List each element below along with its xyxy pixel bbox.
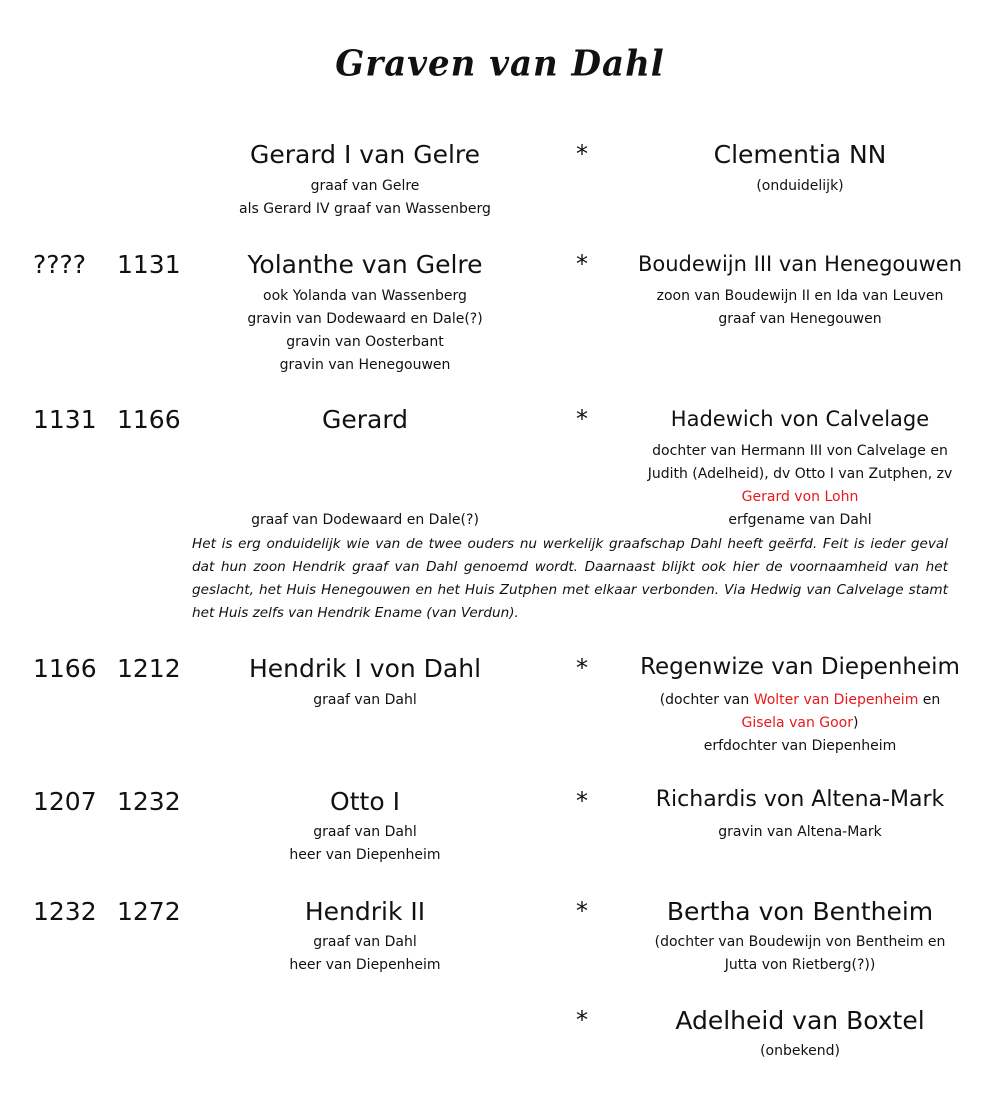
year-from: 1232	[33, 897, 97, 926]
person-detail: graaf van Gelre	[310, 178, 420, 194]
spouse-name-clementia: Clementia NN	[713, 140, 887, 169]
marriage-star: *	[576, 897, 588, 925]
spouse-name-richardis: Richardis von Altena-Mark	[655, 787, 945, 812]
person-detail: gravin van Oosterbant	[286, 334, 444, 350]
year-from: ????	[33, 250, 87, 279]
year-to: 1212	[117, 654, 181, 683]
spouse-detail-link[interactable]: Gerard von Lohn	[741, 489, 859, 505]
year-from: 1131	[33, 405, 97, 434]
person-detail: gravin van Dodewaard en Dale(?)	[247, 311, 483, 327]
year-to: 1232	[117, 787, 181, 816]
spouse-detail-link[interactable]: Wolter van Diepenheim	[753, 692, 919, 708]
person-detail: ook Yolanda van Wassenberg	[263, 288, 467, 304]
person-name-yolanthe: Yolanthe van Gelre	[247, 250, 483, 279]
spouse-detail-line	[605, 712, 995, 735]
marriage-star: *	[576, 1006, 588, 1034]
year-to: 1131	[117, 250, 181, 279]
year-to: 1272	[117, 897, 181, 926]
note-paragraph: Het is erg onduidelijk wie van de twee ouders nu werkelijk graafschap Dahl heeft geërfd. Feit is ieder geval dat hun zoon Hendrik graaf van Dahl genoemd wordt. Daarnaast blijkt ook hier de voornaamheid van het geslacht, het Huis Henegouwen en het Huis Zutphen met elkaar verbonden. Via Hedwig van Calvelage stamt het Huis zelfs van Hendrik Ename (van Verdun).	[192, 536, 948, 621]
page-title: Graven van Dahl	[335, 43, 665, 85]
spouse-detail: gravin van Altena-Mark	[718, 824, 882, 840]
spouse-detail: erfdochter van Diepenheim	[703, 738, 897, 754]
marriage-star: *	[576, 405, 588, 433]
spouse-name-regenwize: Regenwize van Diepenheim	[640, 654, 960, 680]
spouse-detail-link[interactable]: Gisela van Goor	[741, 715, 854, 731]
spouse-detail: Jutta von Rietberg(?))	[724, 957, 876, 973]
spouse-name-bertha: Bertha von Bentheim	[666, 897, 934, 926]
spouse-detail-text: )	[853, 715, 859, 731]
person-detail: graaf van Dodewaard en Dale(?)	[251, 512, 479, 528]
spouse-detail-text: en	[918, 692, 941, 708]
year-to: 1166	[117, 405, 181, 434]
person-detail: heer van Diepenheim	[289, 847, 441, 863]
spouse-detail-text: (dochter van	[659, 692, 754, 708]
spouse-detail-line	[605, 689, 995, 712]
person-name-gerard-i: Gerard I van Gelre	[249, 140, 481, 169]
marriage-star: *	[576, 250, 588, 278]
person-detail: graaf van Dahl	[313, 824, 417, 840]
person-detail: gravin van Henegouwen	[279, 357, 451, 373]
marriage-star: *	[576, 140, 588, 168]
person-name-hendrik-i: Hendrik I von Dahl	[248, 654, 482, 683]
person-detail: als Gerard IV graaf van Wassenberg	[239, 201, 491, 217]
spouse-name-boudewijn: Boudewijn III van Henegouwen	[637, 252, 962, 276]
spouse-detail: graaf van Henegouwen	[718, 311, 882, 327]
person-detail: graaf van Dahl	[313, 934, 417, 950]
spouse-detail: (dochter van Boudewijn von Bentheim en	[654, 934, 946, 950]
year-from: 1166	[33, 654, 97, 683]
spouse-detail: dochter van Hermann III von Calvelage en	[652, 443, 948, 459]
spouse-detail: Judith (Adelheid), dv Otto I van Zutphen, zv	[647, 466, 953, 482]
marriage-star: *	[576, 787, 588, 815]
person-detail: graaf van Dahl	[313, 692, 417, 708]
person-name-gerard: Gerard	[321, 405, 409, 434]
year-from: 1207	[33, 787, 97, 816]
person-name-hendrik-ii: Hendrik II	[304, 897, 426, 926]
marriage-star: *	[576, 654, 588, 682]
person-name-otto-i: Otto I	[330, 787, 400, 816]
spouse-detail: (onbekend)	[760, 1043, 840, 1059]
spouse-detail: zoon van Boudewijn II en Ida van Leuven	[656, 288, 944, 304]
spouse-detail: (onduidelijk)	[756, 178, 844, 194]
spouse-name-adelheid: Adelheid van Boxtel	[675, 1006, 925, 1035]
spouse-name-hadewich: Hadewich von Calvelage	[670, 407, 930, 431]
person-detail: heer van Diepenheim	[289, 957, 441, 973]
spouse-detail: erfgename van Dahl	[728, 512, 872, 528]
